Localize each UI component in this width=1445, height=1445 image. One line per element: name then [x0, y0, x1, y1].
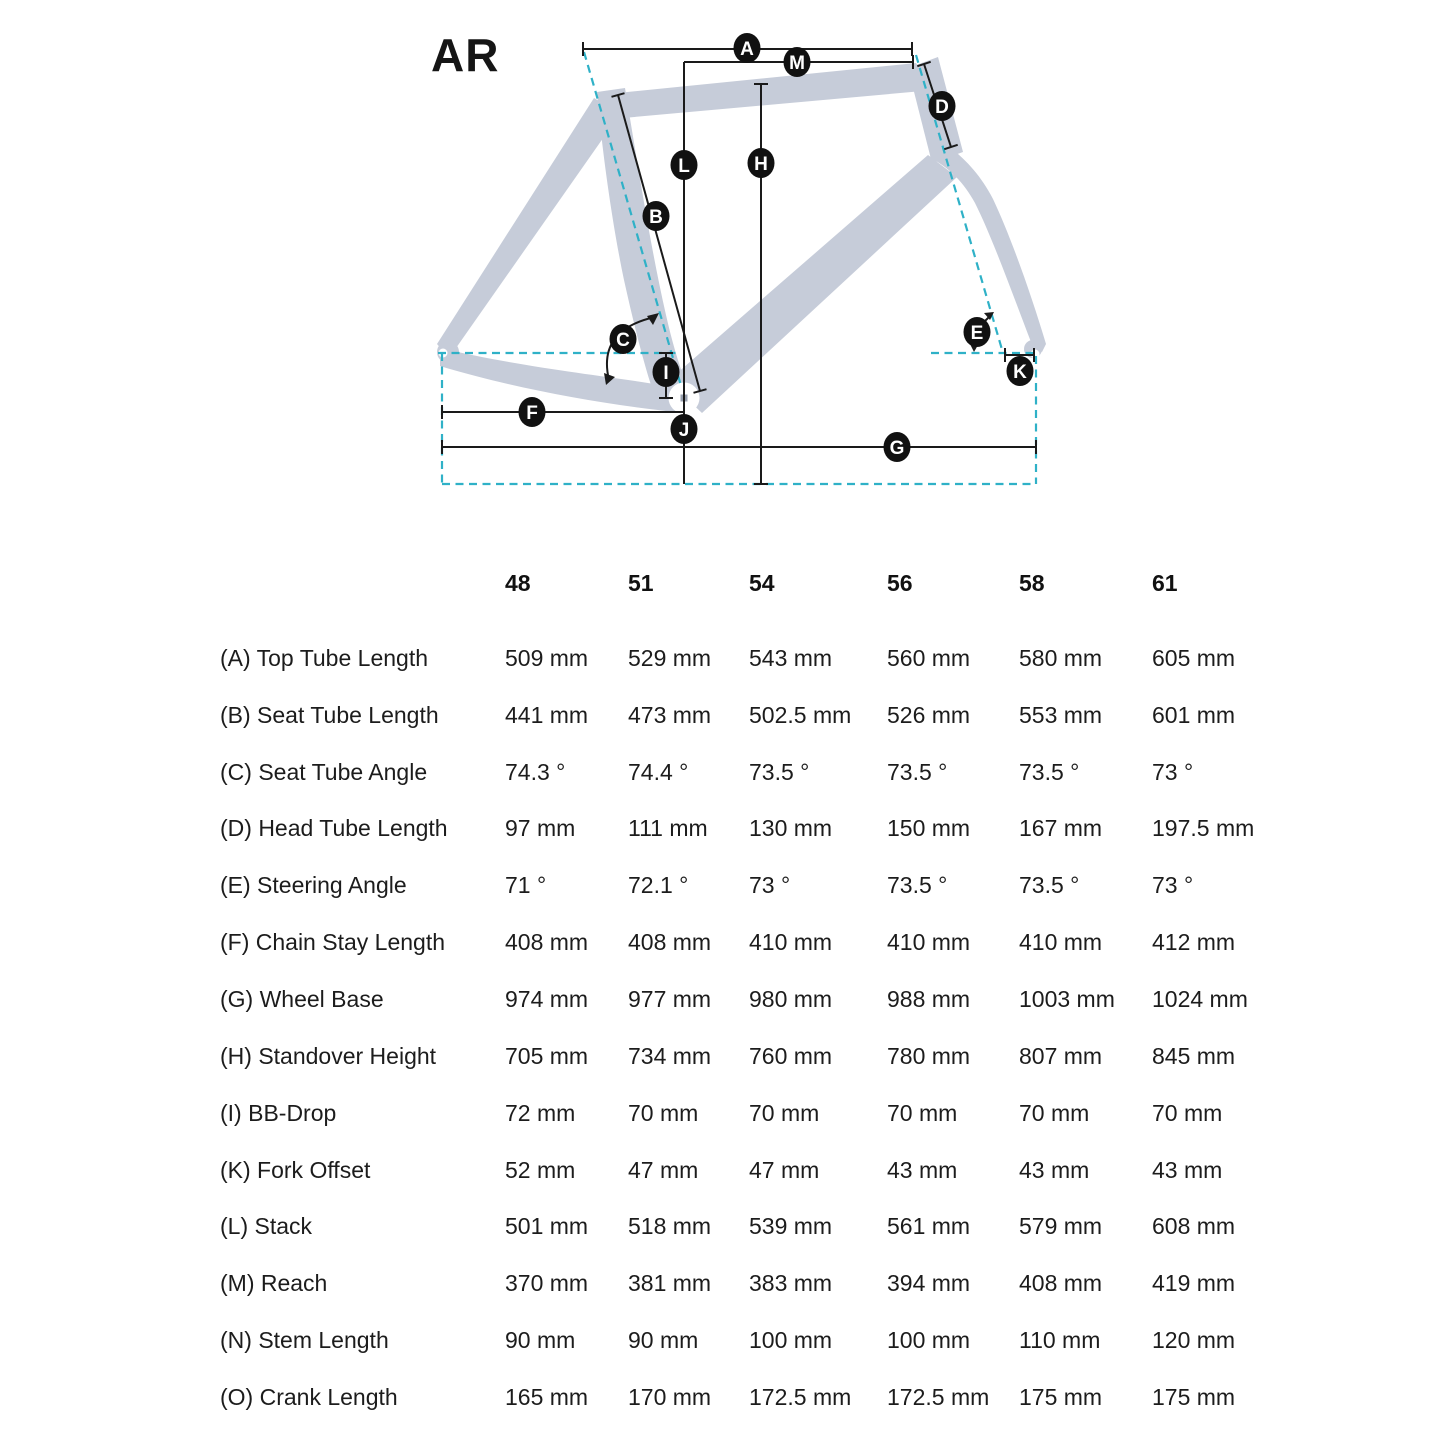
- cell-value: 165 mm: [505, 1383, 589, 1410]
- cell-value: 73 °: [1152, 758, 1194, 785]
- cell-value: 734 mm: [628, 1042, 712, 1069]
- table-row: [220, 1028, 1310, 1085]
- row-label: (L) Stack: [220, 1213, 313, 1240]
- row-label: (C) Seat Tube Angle: [220, 758, 428, 785]
- svg-text:L: L: [678, 156, 690, 177]
- cell-value: 1003 mm: [1019, 985, 1115, 1012]
- cell-value: 175 mm: [1152, 1383, 1236, 1410]
- cell-value: 988 mm: [887, 985, 971, 1012]
- cell-value: 370 mm: [505, 1270, 589, 1297]
- cell-value: 73.5 °: [749, 758, 810, 785]
- cell-value: 845 mm: [1152, 1042, 1236, 1069]
- row-label: (A) Top Tube Length: [220, 644, 428, 671]
- cell-value: 90 mm: [505, 1327, 576, 1354]
- diagram-marker-i: [653, 357, 680, 387]
- cell-value: 72 mm: [505, 1099, 576, 1126]
- cell-value: 72.1 °: [628, 872, 689, 899]
- cell-value: 73.5 °: [1019, 872, 1080, 899]
- cell-value: 170 mm: [628, 1383, 712, 1410]
- frame-seat-tube: [597, 88, 691, 403]
- frame-seat-stays: [437, 98, 620, 358]
- svg-text:J: J: [678, 420, 690, 441]
- cell-value: 43 mm: [887, 1156, 958, 1183]
- cell-value: 90 mm: [628, 1327, 699, 1354]
- row-label: (D) Head Tube Length: [220, 815, 448, 842]
- table-row: [220, 971, 1310, 1028]
- cell-value: 780 mm: [887, 1042, 971, 1069]
- cell-value: 408 mm: [505, 929, 589, 956]
- geometry-rows: [220, 630, 1310, 1426]
- diagram-marker-k: [1007, 356, 1034, 386]
- cell-value: 408 mm: [1019, 1270, 1103, 1297]
- cell-value: 408 mm: [628, 929, 712, 956]
- svg-text:M: M: [789, 53, 805, 74]
- cell-value: 608 mm: [1152, 1213, 1236, 1240]
- svg-text:E: E: [970, 323, 984, 344]
- table-row: [220, 801, 1310, 858]
- cell-value: 70 mm: [887, 1099, 958, 1126]
- diagram-marker-b: [643, 201, 670, 231]
- table-row: [220, 630, 1310, 687]
- cell-value: 974 mm: [505, 985, 589, 1012]
- cell-value: 74.3 °: [505, 758, 566, 785]
- diagram-marker-j: [671, 414, 698, 444]
- cell-value: 579 mm: [1019, 1213, 1103, 1240]
- svg-text:K: K: [1013, 362, 1027, 383]
- table-row: [220, 1142, 1310, 1199]
- cell-value: 150 mm: [887, 815, 971, 842]
- diagram-marker-f: [519, 397, 546, 427]
- cell-value: 100 mm: [887, 1327, 971, 1354]
- cell-value: 73.5 °: [887, 872, 948, 899]
- cell-value: 130 mm: [749, 815, 833, 842]
- frame-diagram: [0, 0, 1445, 540]
- cell-value: 110 mm: [1019, 1327, 1101, 1354]
- cell-value: 97 mm: [505, 815, 576, 842]
- cell-value: 580 mm: [1019, 644, 1103, 671]
- cell-value: 419 mm: [1152, 1270, 1236, 1297]
- svg-text:C: C: [616, 330, 630, 351]
- svg-text:H: H: [754, 154, 768, 175]
- svg-text:D: D: [935, 97, 949, 118]
- table-row: [220, 1312, 1310, 1369]
- diagram-marker-h: [748, 148, 775, 178]
- cell-value: 381 mm: [628, 1270, 712, 1297]
- cell-value: 760 mm: [749, 1042, 833, 1069]
- cell-value: 561 mm: [887, 1213, 971, 1240]
- cell-value: 543 mm: [749, 644, 833, 671]
- table-row: [220, 857, 1310, 914]
- cell-value: 172.5 mm: [887, 1383, 990, 1410]
- cell-value: 501 mm: [505, 1213, 589, 1240]
- cell-value: 539 mm: [749, 1213, 833, 1240]
- svg-text:B: B: [649, 207, 663, 228]
- cell-value: 172.5 mm: [749, 1383, 852, 1410]
- cell-value: 70 mm: [1152, 1099, 1223, 1126]
- row-label: (O) Crank Length: [220, 1383, 398, 1410]
- size-column-header: 58: [1019, 570, 1045, 596]
- diagram-marker-e: [964, 317, 991, 347]
- diagram-marker-c: [610, 324, 637, 354]
- cell-value: 410 mm: [887, 929, 971, 956]
- cell-value: 605 mm: [1152, 644, 1236, 671]
- cell-value: 43 mm: [1019, 1156, 1090, 1183]
- diagram-marker-l: [671, 150, 698, 180]
- row-label: (G) Wheel Base: [220, 985, 384, 1012]
- size-column-header: 61: [1152, 570, 1178, 596]
- cell-value: 1024 mm: [1152, 985, 1248, 1012]
- cell-value: 394 mm: [887, 1270, 971, 1297]
- diagram-marker-a: [734, 33, 761, 63]
- cell-value: 43 mm: [1152, 1156, 1223, 1183]
- cell-value: 473 mm: [628, 701, 712, 728]
- cell-value: 175 mm: [1019, 1383, 1103, 1410]
- cell-value: 70 mm: [628, 1099, 699, 1126]
- frame-chain-stays: [440, 348, 676, 412]
- cell-value: 980 mm: [749, 985, 833, 1012]
- row-label: (B) Seat Tube Length: [220, 701, 439, 728]
- size-column-header: 51: [628, 570, 654, 596]
- frame-top-tube: [598, 63, 934, 119]
- size-column-header: 54: [749, 570, 775, 596]
- cell-value: 52 mm: [505, 1156, 576, 1183]
- row-label: (M) Reach: [220, 1270, 328, 1297]
- cell-value: 71 °: [505, 872, 547, 899]
- frame-down-tube: [668, 155, 957, 413]
- cell-value: 73.5 °: [1019, 758, 1080, 785]
- table-row: [220, 744, 1310, 801]
- svg-text:A: A: [740, 39, 754, 60]
- size-column-header: 56: [887, 570, 913, 596]
- svg-text:F: F: [526, 403, 538, 424]
- cell-value: 410 mm: [1019, 929, 1103, 956]
- row-label: (E) Steering Angle: [220, 872, 407, 899]
- cell-value: 70 mm: [1019, 1099, 1090, 1126]
- cell-value: 441 mm: [505, 701, 589, 728]
- cell-value: 73 °: [749, 872, 791, 899]
- table-row: [220, 914, 1310, 971]
- cell-value: 502.5 mm: [749, 701, 852, 728]
- row-label: (H) Standover Height: [220, 1042, 437, 1069]
- row-label: (N) Stem Length: [220, 1327, 389, 1354]
- row-label: (I) BB-Drop: [220, 1099, 337, 1126]
- cell-value: 47 mm: [628, 1156, 699, 1183]
- cell-value: 526 mm: [887, 701, 971, 728]
- table-row: [220, 687, 1310, 744]
- geometry-table: [220, 566, 1310, 1426]
- page-title: AR: [431, 29, 500, 81]
- cell-value: 601 mm: [1152, 701, 1236, 728]
- size-header-row: [220, 566, 1310, 600]
- diagram-marker-g: [884, 432, 911, 462]
- cell-value: 73 °: [1152, 872, 1194, 899]
- table-row: [220, 1198, 1310, 1255]
- cell-value: 412 mm: [1152, 929, 1236, 956]
- cell-value: 73.5 °: [887, 758, 948, 785]
- table-row: [220, 1085, 1310, 1142]
- size-column-header: 48: [505, 570, 531, 596]
- cell-value: 705 mm: [505, 1042, 589, 1069]
- cell-value: 47 mm: [749, 1156, 820, 1183]
- svg-text:G: G: [889, 438, 905, 459]
- size-header-spacer: [220, 566, 505, 600]
- diagram-marker-d: [929, 91, 956, 121]
- cell-value: 518 mm: [628, 1213, 712, 1240]
- cell-value: 807 mm: [1019, 1042, 1103, 1069]
- table-row: [220, 1369, 1310, 1426]
- cell-value: 197.5 mm: [1152, 815, 1255, 842]
- table-row: [220, 1255, 1310, 1312]
- cell-value: 70 mm: [749, 1099, 820, 1126]
- cell-value: 111 mm: [628, 815, 708, 842]
- cell-value: 529 mm: [628, 644, 712, 671]
- cell-value: 167 mm: [1019, 815, 1103, 842]
- cell-value: 120 mm: [1152, 1327, 1236, 1354]
- cell-value: 977 mm: [628, 985, 712, 1012]
- cell-value: 383 mm: [749, 1270, 833, 1297]
- cell-value: 509 mm: [505, 644, 589, 671]
- svg-text:I: I: [663, 363, 669, 384]
- cell-value: 410 mm: [749, 929, 833, 956]
- row-label: (K) Fork Offset: [220, 1156, 371, 1183]
- row-label: (F) Chain Stay Length: [220, 929, 446, 956]
- cell-value: 74.4 °: [628, 758, 689, 785]
- cell-value: 560 mm: [887, 644, 971, 671]
- diagram-marker-m: [784, 47, 811, 77]
- cell-value: 553 mm: [1019, 701, 1103, 728]
- cell-value: 100 mm: [749, 1327, 833, 1354]
